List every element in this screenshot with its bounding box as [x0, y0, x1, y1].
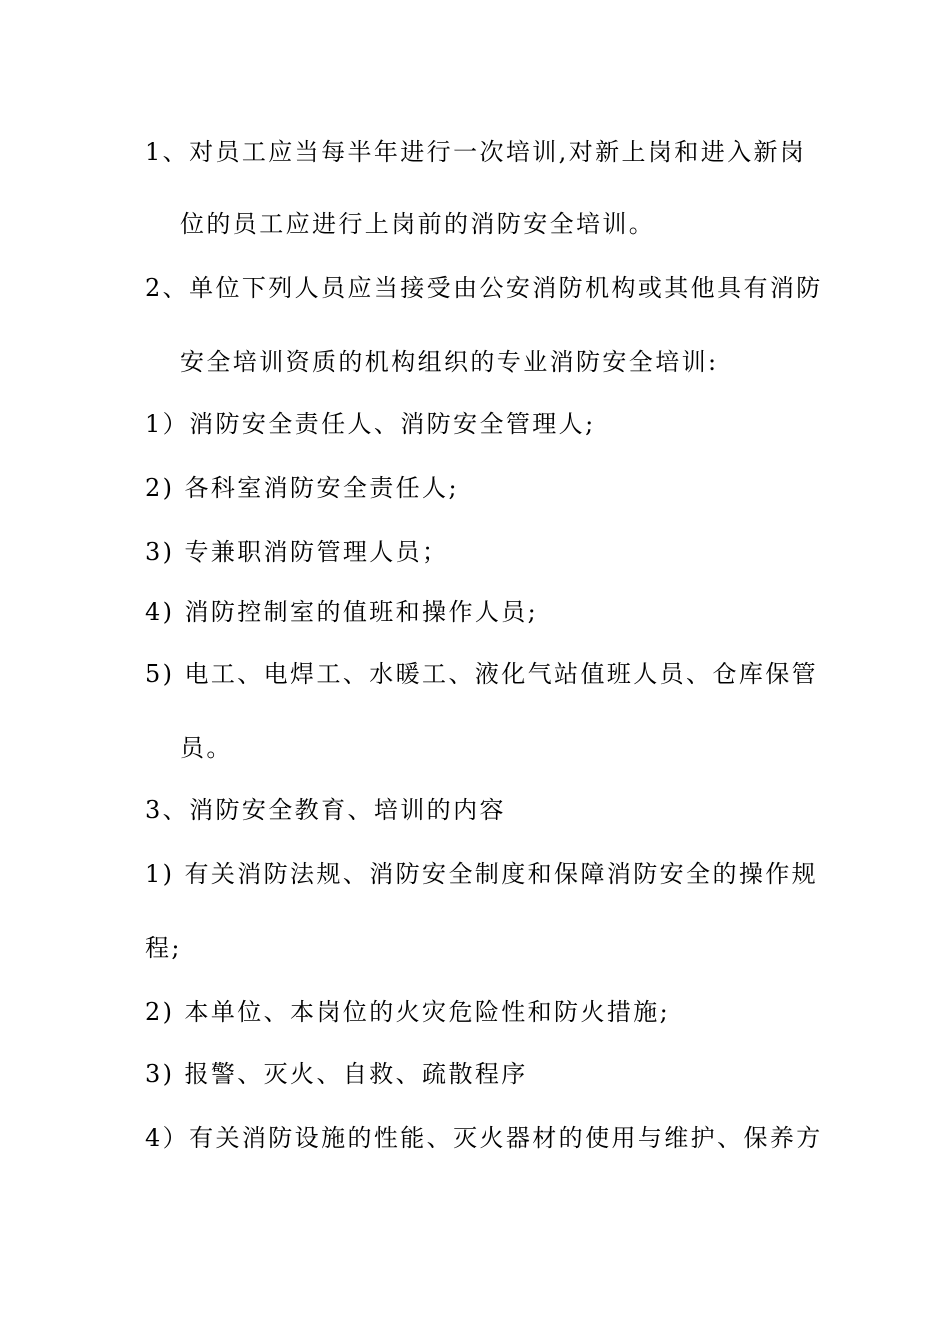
- text-line: 2) 本单位、本岗位的火灾危险性和防火措施;: [145, 998, 671, 1026]
- text-line: 4）有关消防设施的性能、灭火器材的使用与维护、保养方: [145, 1124, 823, 1152]
- text-line: 安全培训资质的机构组织的专业消防安全培训:: [180, 348, 719, 376]
- text-line: 1、对员工应当每半年进行一次培训,对新上岗和进入新岗: [145, 138, 807, 166]
- text-line: 3) 专兼职消防管理人员；: [145, 538, 449, 566]
- text-line: 4) 消防控制室的值班和操作人员;: [145, 598, 539, 626]
- text-line: 3) 报警、灭火、自救、疏散程序: [145, 1060, 528, 1088]
- text-line: 位的员工应进行上岗前的消防安全培训。: [180, 210, 656, 238]
- text-line: 员。: [180, 734, 233, 762]
- text-line: 3、消防安全教育、培训的内容: [145, 796, 506, 824]
- text-line: 2、单位下列人员应当接受由公安消防机构或其他具有消防: [145, 274, 823, 302]
- text-line: 2) 各科室消防安全责任人;: [145, 474, 459, 502]
- text-line: 1) 有关消防法规、消防安全制度和保障消防安全的操作规: [145, 860, 819, 888]
- text-line: 5) 电工、电焊工、水暖工、液化气站值班人员、仓库保管: [145, 660, 819, 688]
- text-line: 1）消防安全责任人、消防安全管理人;: [145, 410, 596, 438]
- text-line: 程;: [145, 934, 182, 962]
